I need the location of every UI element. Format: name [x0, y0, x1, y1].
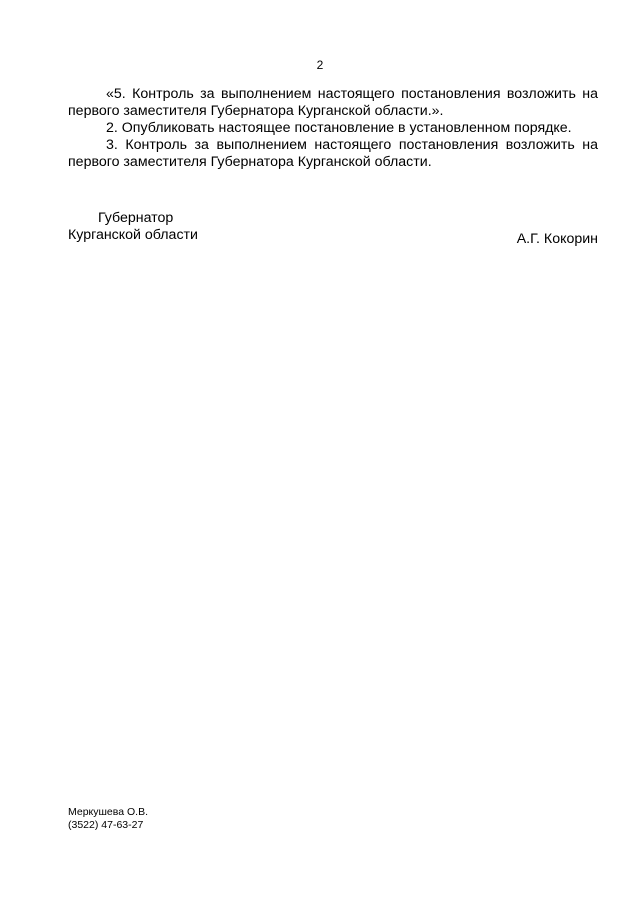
paragraph-control: 3. Контроль за выполнением настоящего постановления возложить на первого заместителя Губернатора Курганской области.	[68, 137, 598, 170]
page-number: 2	[316, 58, 324, 72]
executor-phone: (3522) 47-63-27	[68, 818, 144, 831]
signature-block	[68, 210, 598, 250]
signatory-title-line2: Курганской области	[68, 227, 198, 243]
signatory-title	[68, 210, 198, 244]
paragraph-amendment-5: «5. Контроль за выполнением настоящего постановления возложить на первого заместителя Губернатора Курганской области.».	[68, 86, 598, 119]
executor-footer	[68, 806, 148, 831]
signatory-name: А.Г. Кокорин	[516, 231, 598, 247]
signatory-title-line1: Губернатор	[98, 210, 174, 226]
document-body	[68, 86, 598, 171]
paragraph-publish: 2. Опубликовать настоящее постановление в установленном порядке.	[106, 120, 572, 136]
executor-name: Меркушева О.В.	[68, 806, 148, 818]
